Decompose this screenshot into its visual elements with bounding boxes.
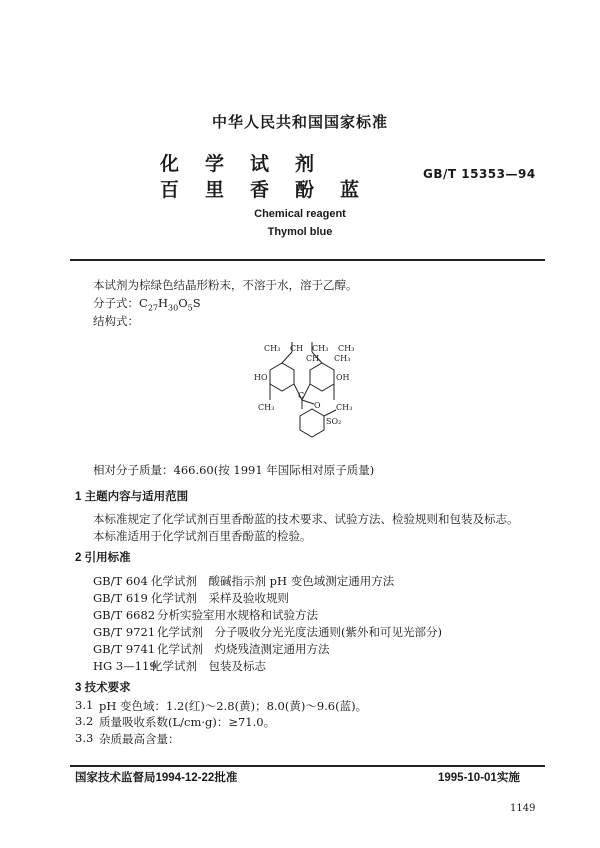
struct-ch3-f: CH₃ — [336, 403, 353, 412]
implementation-date: 1995-10-01实施 — [438, 772, 520, 784]
structure-label: 结构式： — [93, 314, 139, 328]
molecular-weight: 相对分子质量：466.60(按 1991 年国际相对原子质量) — [93, 463, 375, 477]
struct-ch-b: CH — [306, 354, 320, 363]
bottom-divider — [70, 765, 545, 767]
struct-ch3-c: CH₃ — [338, 344, 355, 353]
requirement-item — [75, 731, 545, 747]
reference-title: 化学试剂 采样及验收规则 — [151, 591, 289, 605]
formula-h-count: 30 — [168, 303, 179, 313]
reference-code: GB/T 619 — [93, 591, 148, 605]
right-benzene-ring — [310, 363, 334, 391]
reference-item — [93, 607, 553, 623]
standard-header-title: 中华人民共和国国家标准 — [211, 113, 388, 131]
reference-code: GB/T 604 — [93, 574, 148, 588]
struct-so2: SO₂ — [326, 417, 342, 426]
reference-item — [93, 658, 553, 674]
reference-item — [93, 573, 553, 589]
item-text: 质量吸收系数(L/cm·g)：≥71.0。 — [99, 715, 276, 729]
reference-title: 化学试剂 分子吸收分光光度法通则(紫外和可见光部分) — [157, 625, 442, 639]
reference-title: 分析实验室用水规格和试验方法 — [157, 608, 318, 622]
item-text: pH 变色域：1.2(红)～2.8(黄)；8.0(黄)～9.6(蓝)。 — [99, 699, 368, 713]
reference-item — [93, 624, 553, 640]
section2-heading: 2 引用标准 — [75, 552, 131, 564]
requirement-item — [75, 698, 545, 714]
requirement-item — [75, 714, 545, 730]
reference-code: GB/T 6682 — [93, 608, 156, 622]
section3-heading: 3 技术要求 — [75, 682, 131, 694]
struct-ch3-a: CH₃ — [264, 344, 281, 353]
top-divider — [70, 259, 545, 261]
item-number: 3.3 — [75, 731, 94, 745]
struct-ch-a: CH — [290, 344, 304, 353]
formula-c-count: 27 — [147, 303, 158, 313]
reference-list — [93, 573, 553, 673]
reference-code: HG 3—119 — [93, 659, 157, 673]
struct-c: C — [298, 391, 305, 400]
formula-c: C — [139, 296, 148, 310]
formula-label: 分子式： — [93, 296, 139, 310]
reference-title: 化学试剂 包装及标志 — [151, 659, 266, 673]
reference-item — [93, 641, 553, 657]
page-number: 1149 — [510, 803, 536, 814]
section1-paragraph1: 本标准规定了化学试剂百里香酚蓝的技术要求、试验方法、检验规则和包装及标志。 — [93, 512, 519, 526]
reference-title: 化学试剂 酸碱指示剂 pH 变色域测定通用方法 — [151, 574, 395, 588]
title-chinese-line2: 百里香酚蓝 — [160, 179, 386, 201]
reference-title: 化学试剂 灼烧残渣测定通用方法 — [157, 642, 330, 656]
struct-o: O — [314, 401, 321, 410]
formula-h: H — [158, 296, 169, 310]
title-english-line2: Thymol blue — [267, 226, 333, 238]
item-number: 3.2 — [75, 714, 94, 728]
structural-formula-diagram — [240, 338, 370, 448]
struct-oh: OH — [336, 373, 350, 382]
approval-line: 国家技术监督局1994-12-22批准 — [75, 772, 238, 784]
intro-description: 本试剂为棕绿色结晶形粉末，不溶于水，溶于乙醇。 — [93, 278, 358, 292]
section1-paragraph2: 本标准适用于化学试剂百里香酚蓝的检验。 — [93, 529, 312, 543]
left-benzene-ring — [270, 363, 294, 391]
formula-o-count: 5 — [187, 303, 193, 313]
formula-s: S — [192, 296, 201, 310]
item-text: 杂质最高含量： — [99, 732, 180, 746]
reference-code: GB/T 9741 — [93, 642, 156, 656]
struct-ch3-b: CH₃ — [312, 344, 329, 353]
bottom-benzene-ring — [300, 409, 324, 437]
struct-ch3-e: CH₃ — [258, 403, 275, 412]
struct-ho: HO — [254, 373, 268, 382]
reference-item — [93, 590, 553, 606]
section1-heading: 1 主题内容与适用范围 — [75, 491, 189, 503]
title-chinese-line1: 化学试剂 — [160, 153, 341, 175]
reference-code: GB/T 9721 — [93, 625, 156, 639]
title-english-line1: Chemical reagent — [254, 208, 346, 220]
item-number: 3.1 — [75, 698, 94, 712]
standard-code: GB/T 15353—94 — [423, 167, 536, 181]
formula-o: O — [178, 296, 188, 310]
struct-ch3-d: CH₃ — [334, 354, 351, 363]
